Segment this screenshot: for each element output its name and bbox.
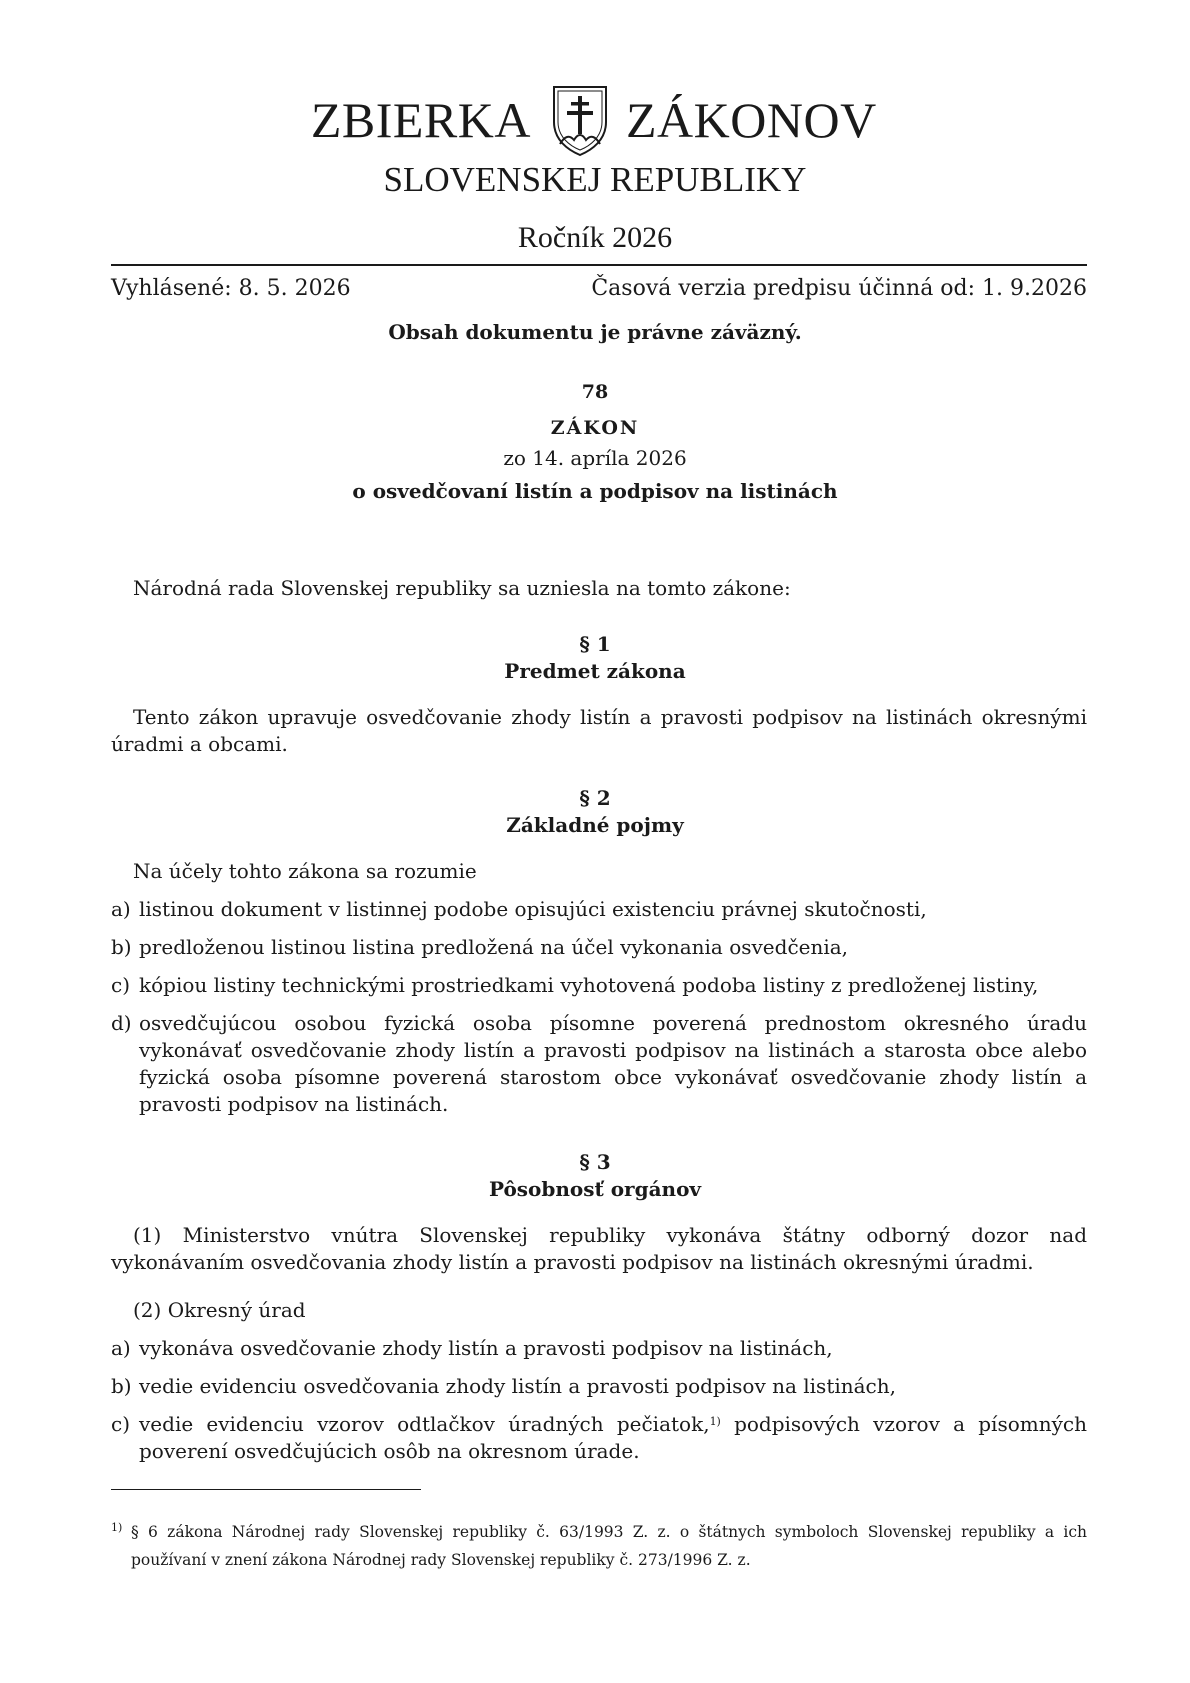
list-item-mark: d) [111,1011,132,1035]
list-item-text: vykonáva osvedčovanie zhody listín a pravosti podpisov na listinách, [139,1336,833,1360]
masthead-title-right: ZÁKONOV [626,92,877,148]
footnote-mark: 1) [111,1521,123,1534]
masthead-subtitle: SLOVENSKEJ REPUBLIKY [383,160,807,199]
list-item-text [139,1411,1087,1465]
list-item-mark: c) [111,973,131,997]
effective-date: Časová verzia predpisu účinná od: 1. 9.2026 [591,276,1087,301]
list-item-mark: a) [111,897,131,921]
list-item-mark: b) [111,935,132,959]
list-item-text: listinou dokument v listinnej podobe opisujúci existenciu právnej skutočnosti, [139,897,927,921]
section-3-symbol: § 3 [579,1150,611,1174]
published-date: Vyhlásené: 8. 5. 2026 [111,276,351,301]
list-item-mark: a) [111,1336,131,1360]
section-1-text: Tento zákon upravuje osvedčovanie zhody listín a pravosti podpisov na listinách okresnými úradmi a obcami. [111,705,1087,756]
list-item-text: kópiou listiny technickými prostriedkami vyhotovená podoba listiny z predloženej listiny, [139,973,1039,997]
header-divider [111,264,1087,266]
binding-note: Obsah dokumentu je právne záväzný. [388,320,802,344]
act-number: 78 [581,381,609,403]
section-2-intro: Na účely tohto zákona sa rozumie [133,859,477,883]
act-type: ZÁKON [550,417,640,439]
act-date: zo 14. apríla 2026 [503,446,687,470]
list-item-text: predloženou listinou listina predložená na účel vykonania osvedčenia, [139,935,849,959]
slovak-coat-of-arms-icon [550,84,610,158]
list-item-text: osvedčujúcou osobou fyzická osoba písomne poverená prednostom okresného úradu vykonávať osvedčovanie zhody listín a pravosti podpisov na listinách a starosta obce alebo fyzická osoba písomne poverená starostom obce vykonávať osvedčovanie zhody listín a pravosti podpisov na listinách. [139,1011,1087,1116]
list-item-mark: b) [111,1374,132,1398]
footnote-reference[interactable]: 1) [709,1415,721,1428]
section-3-paragraph-1: (1) Ministerstvo vnútra Slovenskej republiky vykonáva štátny odborný dozor nad vykonávaním osvedčovania zhody listín a pravosti podpisov na listinách okresnými úradmi. [111,1223,1087,1274]
act-title: o osvedčovaní listín a podpisov na listinách [352,479,838,503]
section-2-title: Základné pojmy [506,813,684,837]
masthead [0,84,1190,164]
preamble: Národná rada Slovenskej republiky sa uzniesla na tomto zákone: [133,576,791,600]
masthead-title-left: ZBIERKA [310,92,531,148]
list-item-text-before: vedie evidenciu vzorov odtlačkov úradných pečiatok, [139,1412,710,1436]
volume-year: Ročník 2026 [517,221,673,254]
list-item-text-after: podpisových vzorov a písomných poverení osvedčujúcich osôb na okresnom úrade. [139,1412,1087,1463]
section-1-symbol: § 1 [579,632,611,656]
section-3-title: Pôsobnosť orgánov [488,1177,702,1201]
section-2-symbol: § 2 [579,786,611,810]
section-3-paragraph-2-intro: (2) Okresný úrad [133,1298,306,1322]
list-item-text: vedie evidenciu osvedčovania zhody listín a pravosti podpisov na listinách, [139,1374,896,1398]
footnote-divider [111,1489,421,1490]
section-1-title: Predmet zákona [504,659,686,683]
footnote-text: § 6 zákona Národnej rady Slovenskej republiky č. 63/1993 Z. z. o štátnych symboloch Slovenskej republiky a ich používaní v znení zákona Národnej rady Slovenskej republiky č. 273/1996 Z. z. [131,1523,1087,1569]
list-item-mark: c) [111,1412,131,1436]
